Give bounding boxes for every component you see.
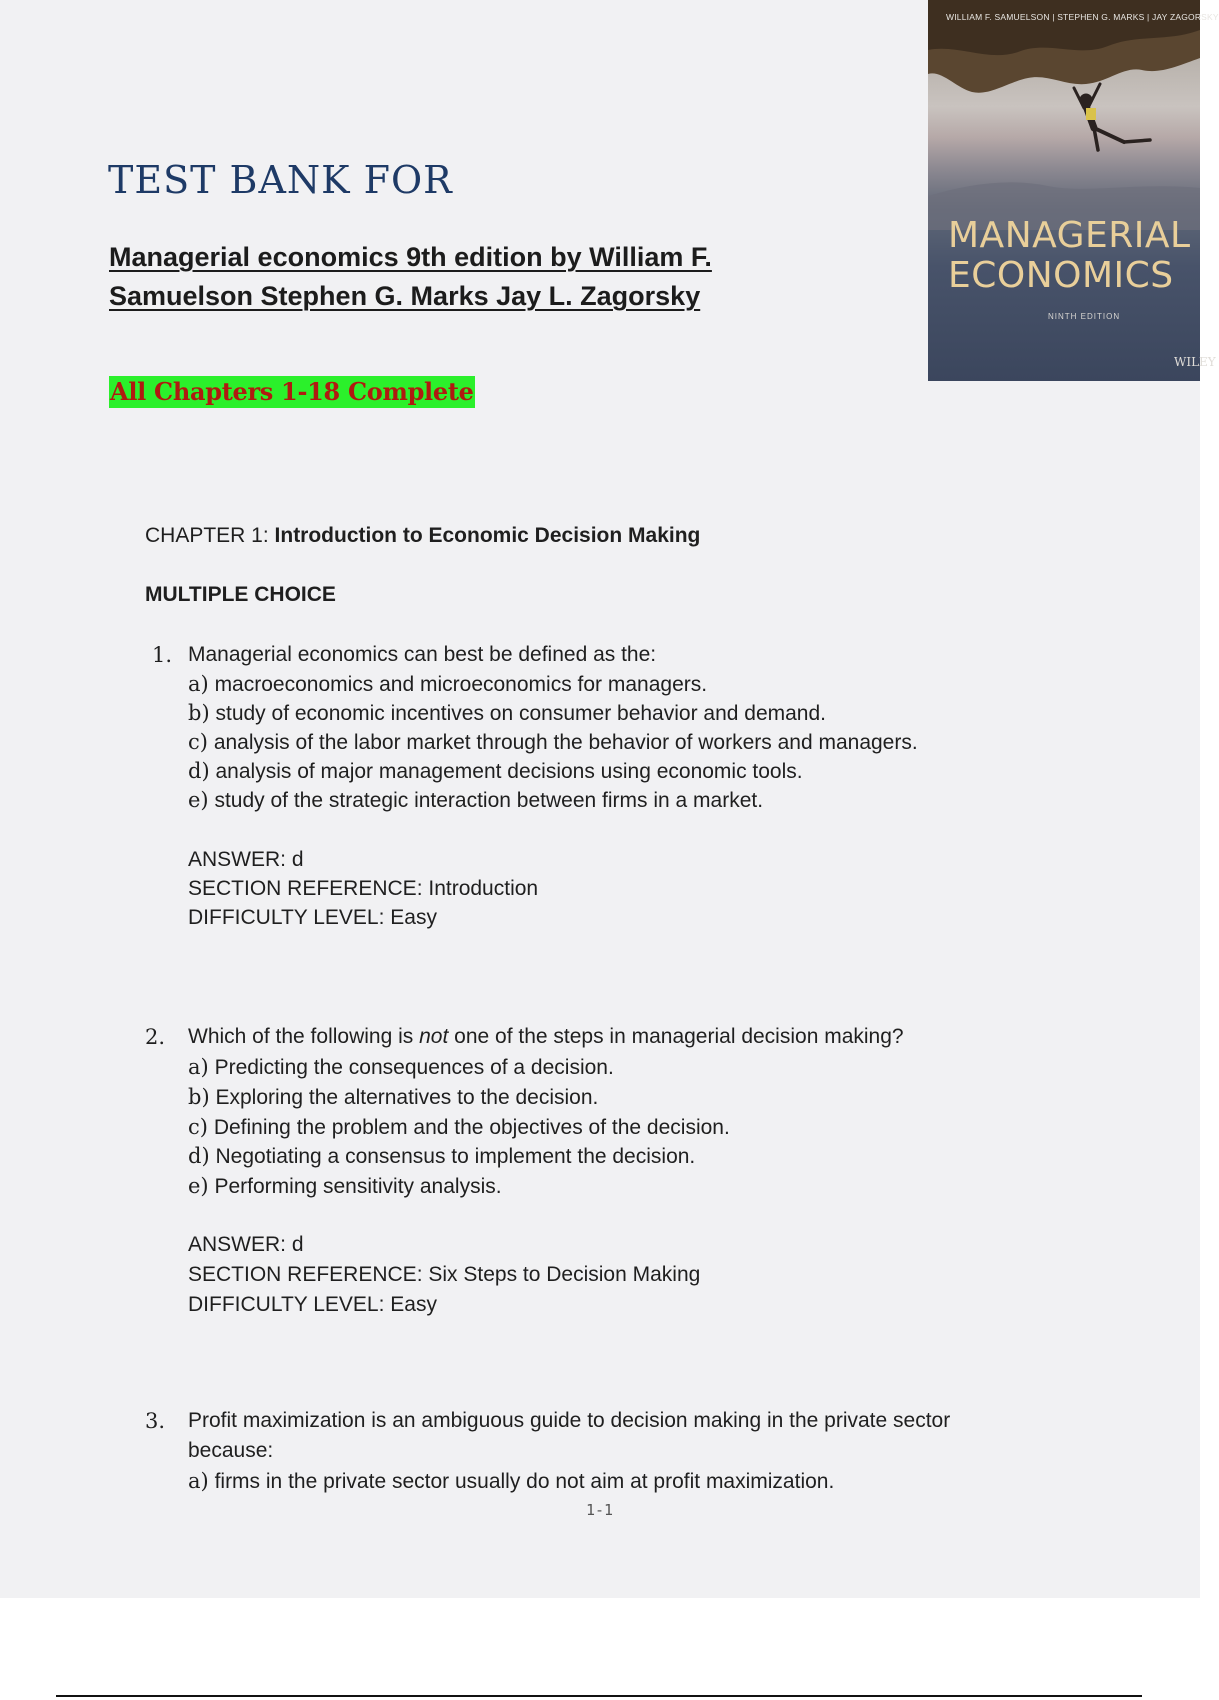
option-c	[188, 1115, 730, 1140]
option-text: macroeconomics and microeconomics for managers.	[214, 673, 708, 696]
option-d	[188, 1144, 695, 1169]
question-text: Managerial economics can best be defined as the:	[188, 643, 657, 666]
test-bank-heading: TEST BANK FOR	[108, 158, 453, 202]
option-letter: a)	[188, 1055, 209, 1079]
option-letter: d)	[188, 759, 210, 783]
option-a	[188, 1055, 614, 1080]
option-text: Performing sensitivity analysis.	[214, 1175, 502, 1198]
option-e	[188, 1174, 502, 1199]
cover-artwork	[928, 0, 1200, 381]
question-text-emphasis: not	[419, 1025, 449, 1048]
cover-title-line-1: MANAGERIAL	[948, 215, 1191, 256]
question-text	[188, 1025, 904, 1049]
option-text: Negotiating a consensus to implement the decision.	[215, 1145, 696, 1168]
question-text-part: Which of the following is	[188, 1025, 420, 1048]
difficulty-level: DIFFICULTY LEVEL: Easy	[188, 1293, 437, 1316]
answer: ANSWER: d	[188, 1233, 304, 1256]
option-letter: e)	[188, 1174, 209, 1198]
option-letter: b)	[188, 701, 210, 725]
option-letter: c)	[188, 730, 208, 754]
question-number: 2.	[145, 1025, 166, 1049]
option-text: Defining the problem and the objectives of the decision.	[213, 1116, 730, 1139]
bottom-divider	[56, 1695, 1142, 1697]
cover-edition: NINTH EDITION	[1048, 312, 1121, 321]
book-cover-image	[928, 0, 1219, 381]
section-reference: SECTION REFERENCE: Introduction	[188, 877, 539, 900]
option-text: study of economic incentives on consumer behavior and demand.	[215, 702, 827, 725]
option-letter: e)	[188, 788, 209, 812]
answer: ANSWER: d	[188, 848, 304, 871]
question-text-part: one of the steps in managerial decision making?	[448, 1025, 904, 1048]
page-number: 1-1	[586, 1501, 614, 1519]
book-title: Managerial economics 9th edition by William F. Samuelson Stephen G. Marks Jay L. Zagorsky	[109, 242, 712, 311]
option-letter: b)	[188, 1085, 210, 1109]
question-number: 1.	[152, 643, 173, 667]
section-reference: SECTION REFERENCE: Six Steps to Decision Making	[188, 1263, 701, 1286]
section-heading: MULTIPLE CHOICE	[145, 583, 336, 606]
difficulty-level: DIFFICULTY LEVEL: Easy	[188, 906, 437, 929]
option-letter: d)	[188, 1144, 210, 1168]
cover-title	[948, 216, 1191, 296]
cover-publisher: WILEY	[1174, 355, 1216, 369]
option-a	[188, 1469, 834, 1494]
option-text: Predicting the consequences of a decision.	[214, 1056, 614, 1079]
option-letter: c)	[188, 1115, 208, 1139]
option-text: analysis of major management decisions using economic tools.	[215, 760, 803, 783]
option-text: Exploring the alternatives to the decision.	[215, 1086, 599, 1109]
option-letter: a)	[188, 672, 209, 696]
question-number: 3.	[145, 1409, 166, 1433]
question-text-line-1: Profit maximization is an ambiguous guide to decision making in the private sector	[188, 1409, 951, 1432]
option-a	[188, 672, 707, 697]
chapter-heading	[145, 524, 700, 548]
option-letter: a)	[188, 1469, 209, 1493]
cover-authors: WILLIAM F. SAMUELSON | STEPHEN G. MARKS | JAY ZAGORSKY	[946, 12, 1219, 22]
chapters-badge: All Chapters 1-18 Complete	[110, 377, 474, 406]
chapter-title: Introduction to Economic Decision Making	[274, 524, 701, 547]
option-text: analysis of the labor market through the behavior of workers and managers.	[213, 731, 918, 754]
question-text-line-2: because:	[188, 1439, 274, 1462]
chapter-prefix: CHAPTER 1:	[145, 524, 275, 547]
option-text: study of the strategic interaction between firms in a market.	[214, 789, 764, 812]
option-d	[188, 759, 803, 784]
option-c	[188, 730, 918, 755]
option-b	[188, 701, 826, 726]
option-e	[188, 788, 763, 813]
option-b	[188, 1085, 598, 1110]
option-text: firms in the private sector usually do not aim at profit maximization.	[214, 1470, 835, 1493]
cover-title-line-2: ECONOMICS	[948, 255, 1174, 296]
